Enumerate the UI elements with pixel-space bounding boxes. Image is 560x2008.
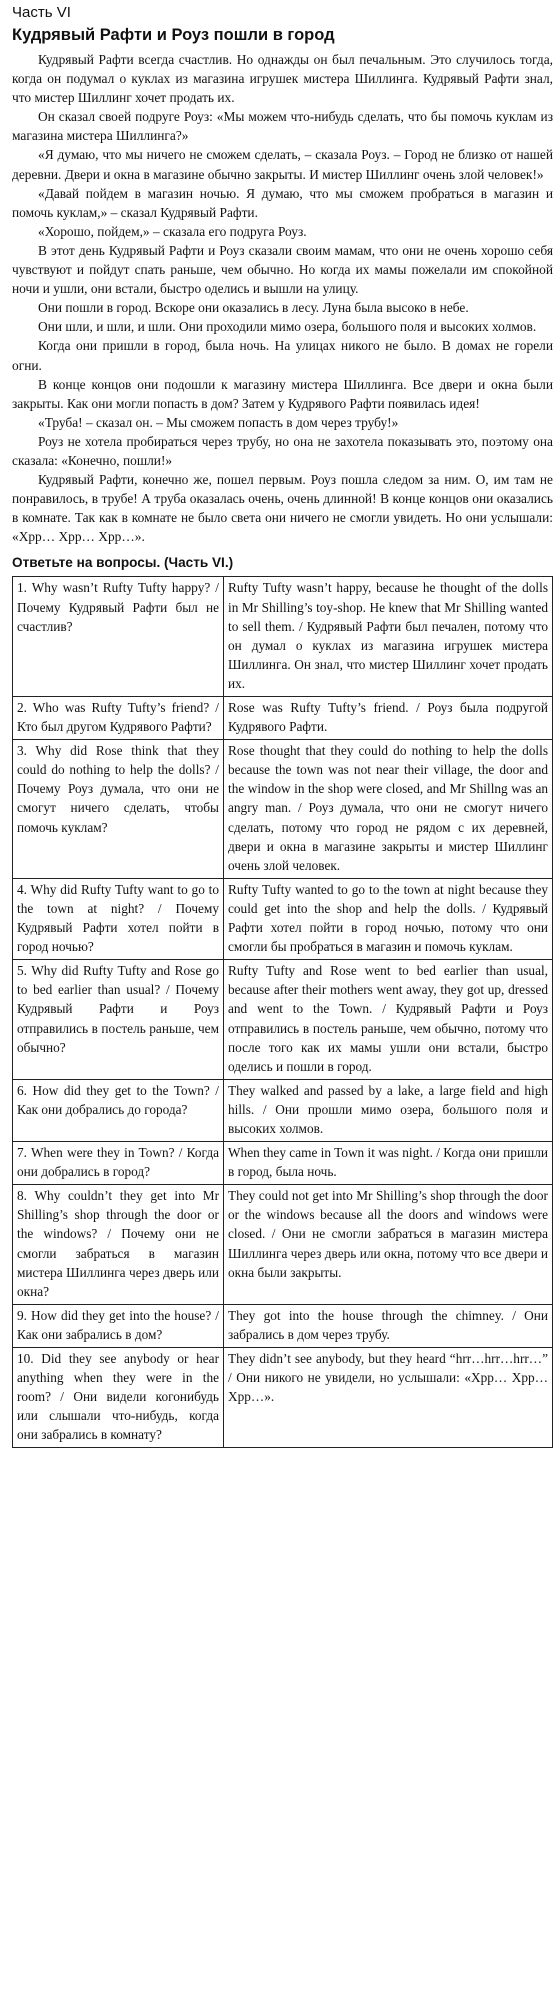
question-cell: 4. Why did Rufty Tufty want to go to the town at night? / Почему Кудрявый Рафти хотел пойти в город ночью? [13,878,224,959]
story-paragraph: Роуз не хотела пробираться через трубу, но она не захотела показывать это, поэтому она сказала: «Конечно, пошли!» [12,433,553,468]
story-paragraph: Они пошли в город. Вскоре они оказались в лесу. Луна была высоко в небе. [38,300,469,316]
qa-table [12,576,553,1448]
story-paragraph: В конце концов они подошли к магазину мистера Шиллинга. Все двери и окна были закрыты. Как они могли попасть в дом? Затем у Кудрявого Рафти появилась идея! [12,376,553,411]
answer-cell: They got into the house through the chimney. / Они забрались в дом через трубу. [224,1304,553,1347]
answer-cell: Rufty Tufty wasn’t happy, because he thought of the dolls in Mr Shilling’s toy-shop. He knew that Mr Shilling wanted to sell them. / Кудрявый Рафти был печален, потому что он думал о куклах из магазина игрушек мистера Шиллинга. Он знал, что мистер Шиллинг хочет продать их. [224,577,553,697]
answer-cell: Rose was Rufty Tufty’s friend. / Роуз была подругой Кудрявого Рафти. [224,697,553,740]
questions-heading: Ответьте на вопросы. (Часть VI.) [12,555,234,571]
question-cell: 10. Did they see anybody or hear anything when they were in the room? / Они видели когонибудь или слышали что-нибудь, когда они забрались в комнату? [13,1348,224,1448]
story-paragraph: Когда они пришли в город, была ночь. На улицах никого не было. В домах не горели огни. [12,338,553,373]
part-title: Часть VI [12,4,71,21]
table-row [13,1079,553,1141]
question-cell: 3. Why did Rose think that they could do nothing to help the dolls? / Почему Роуз думала, что они не смогут ничего сделать, чтобы помочь куклам? [13,740,224,879]
story-paragraph: «Труба! – сказал он. – Мы сможем попасть в дом через трубу!» [38,414,399,430]
story-paragraph: «Давай пойдем в магазин ночью. Я думаю, что мы сможем пробраться в магазин и помочь куклам,» – сказал Кудрявый Рафти. [12,185,553,220]
story-paragraph: Кудрявый Рафти всегда счастлив. Но однажды он был печальным. Это случилось тогда, когда он подумал о куклах из магазина игрушек мистера Шиллинга. Кудрявый Рафти знал, что мистер Шиллинг хочет продать их. [12,52,553,106]
answer-cell: Rufty Tufty wanted to go to the town at night because they could get into the shop and help the dolls. / Кудрявый Рафти хотел пойти в город ночью, потому что они смогли бы пробраться в магазин и помочь куклам. [224,878,553,959]
table-row [13,1142,553,1185]
answer-cell: Rose thought that they could do nothing to help the dolls because the town was not near their village, the door and the window in the shop were closed, and Mr Shillng was an angry man. / Роуз думала, что они не смогут ничего сделать, потому что город не рядом с их деревней, двери и окна в магазине закрыты и мистер Шиллинг очень злой человек. [224,740,553,879]
answer-cell: They walked and passed by a lake, a large field and high hills. / Они прошли мимо озера, большого поля и высоких холмов. [224,1079,553,1141]
table-row [13,1348,553,1448]
question-cell: 8. Why couldn’t they get into Mr Shilling’s shop through the door or the windows? / Почему они не смогли забраться в магазин мистера Шиллинга через дверь или окна? [13,1185,224,1305]
question-cell: 6. How did they get to the Town? / Как они добрались до города? [13,1079,224,1141]
answer-cell: They didn’t see anybody, but they heard “hrr…hrr…hrr…” / Они никого не увидели, но услышали: «Хрр… Хрр… Хрр…». [224,1348,553,1448]
story-paragraph: Они шли, и шли, и шли. Они проходили мимо озера, большого поля и высоких холмов. [38,319,537,335]
question-cell: 1. Why wasn’t Rufty Tufty happy? / Почему Кудрявый Рафти был не счастлив? [13,577,224,697]
answer-cell: They could not get into Mr Shilling’s shop through the door or the windows because all the doors and windows were closed. / Они не смогли забраться в магазин мистера Шиллинга через дверь или окна, потому что все двери и окна были закрыты. [224,1185,553,1305]
table-row [13,878,553,959]
answer-cell: Rufty Tufty and Rose went to bed earlier than usual, because after their mothers went away, they got up, dressed and went to the Town. / Кудрявый Рафти и Роуз отправились в постель раньше, чем обычно, потому что после того как их мамы ушли они встали, быстро оделись и пошли в город. [224,960,553,1080]
table-row [13,577,553,697]
answer-cell: When they came in Town it was night. / Когда они пришли в город, была ночь. [224,1142,553,1185]
table-row [13,960,553,1080]
question-cell: 2. Who was Rufty Tufty’s friend? / Кто был другом Кудрявого Рафти? [13,697,224,740]
table-row [13,1304,553,1347]
table-row [13,740,553,879]
story-paragraph: Кудрявый Рафти, конечно же, пошел первым. Роуз пошла следом за ним. О, им там не понравилось, в трубе! А труба оказалась очень, очень длинной! В конце концов они оказались в комнате. Так как в комнате не было света они ничего не смогли увидеть. Но они услышали: «Хрр… Хрр… Хрр…». [12,472,553,545]
story-text [12,50,553,546]
question-cell: 7. When were they in Town? / Когда они добрались в город? [13,1142,224,1185]
question-cell: 9. How did they get into the house? / Как они забрались в дом? [13,1304,224,1347]
table-row [13,697,553,740]
story-title: Кудрявый Рафти и Роуз пошли в город [12,26,335,44]
story-paragraph: В этот день Кудрявый Рафти и Роуз сказали своим мамам, что они не очень хорошо себя чувствуют и пойдут спать раньше, чем обычно. Но когда их мамы пожелали им спокойной ночи и ушли, они встали, быстро оделись и вышли на улицу. [12,242,553,297]
table-row [13,1185,553,1305]
story-paragraph: «Хорошо, пойдем,» – сказала его подруга Роуз. [38,223,307,239]
story-paragraph: Он сказал своей подруге Роуз: «Мы можем что-нибудь сделать, что бы помочь куклам из магазина мистера Шиллинга?» [12,109,553,144]
question-cell: 5. Why did Rufty Tufty and Rose go to bed earlier than usual? / Почему Кудрявый Рафти и Роуз отправились в постель раньше, чем обычно? [13,960,224,1080]
story-paragraph: «Я думаю, что мы ничего не сможем сделать, – сказала Роуз. – Город не близко от нашей деревни. Двери и окна в магазине обычно закрыты. И мистер Шиллинг очень злой человек!» [12,147,553,182]
